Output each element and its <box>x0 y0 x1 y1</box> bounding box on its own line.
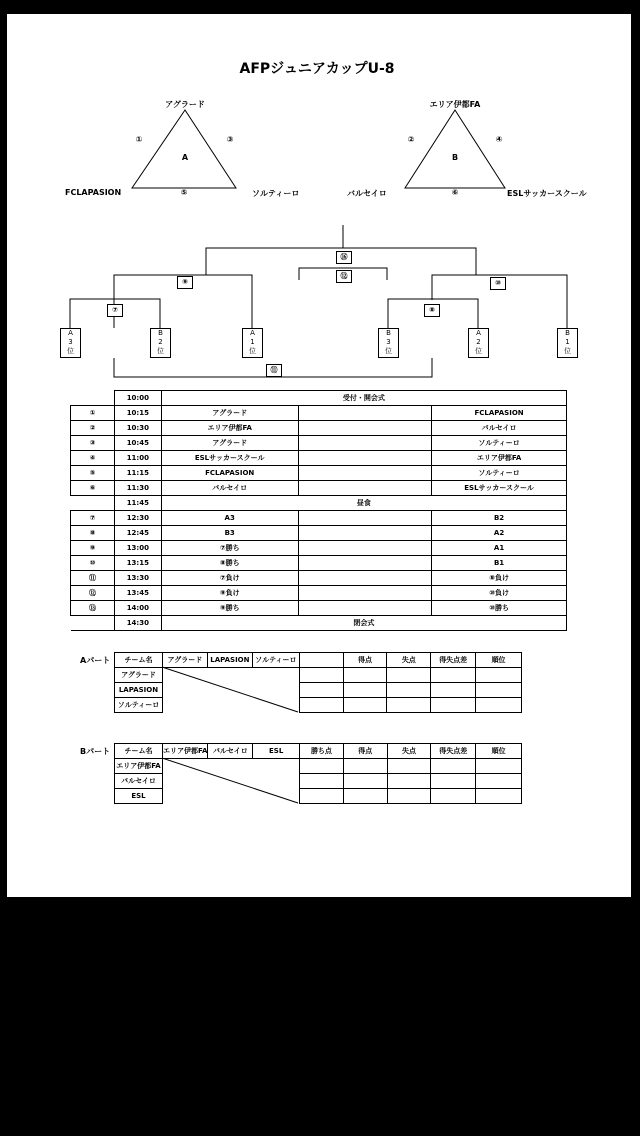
match-number <box>71 616 115 631</box>
home-team: B3 <box>161 526 298 541</box>
result-cell <box>431 759 476 774</box>
match-time: 10:00 <box>114 391 161 406</box>
seed-suffix: 位 <box>249 347 256 355</box>
score-cell <box>298 436 432 451</box>
schedule-row <box>71 541 567 556</box>
away-team: バルセイロ <box>432 421 567 436</box>
away-team: A1 <box>432 541 567 556</box>
team-name: ESL <box>115 789 163 804</box>
seed-slot <box>242 328 263 358</box>
match-time: 13:45 <box>114 586 161 601</box>
seed-rank: 1 <box>250 338 255 346</box>
standings-header: バルセイロ <box>208 744 253 759</box>
result-cell <box>252 683 299 698</box>
result-cell <box>300 774 344 789</box>
standings-row <box>115 683 522 698</box>
home-team: バルセイロ <box>161 481 298 496</box>
match-number: ⑪ <box>71 571 115 586</box>
bracket-qf-left-box: ⑦ <box>107 304 123 317</box>
seed-group: B <box>158 329 163 337</box>
seed-suffix: 位 <box>157 347 164 355</box>
seed-slot <box>468 328 489 358</box>
schedule-row <box>71 586 567 601</box>
schedule-row <box>71 511 567 526</box>
group-b-top-team: エリア伊都FA <box>429 100 481 109</box>
schedule-row <box>71 466 567 481</box>
group-b-edge-left: ② <box>407 135 415 144</box>
standings-header: 得点 <box>343 653 387 668</box>
schedule-event: 昼食 <box>161 496 566 511</box>
away-team: ⑩勝ち <box>432 601 567 616</box>
group-b-left-team: バルセイロ <box>347 189 387 198</box>
match-number: ② <box>71 421 115 436</box>
standings-header: 順位 <box>476 744 522 759</box>
group-a-edge-bottom: ⑤ <box>180 188 188 197</box>
bracket-qf-right-box: ⑧ <box>424 304 440 317</box>
result-cell <box>162 774 207 789</box>
result-cell <box>162 759 207 774</box>
score-cell <box>298 421 432 436</box>
match-time: 11:45 <box>114 496 161 511</box>
match-number: ① <box>71 406 115 421</box>
team-name: LAPASION <box>115 683 163 698</box>
standings-header: 得点 <box>343 744 387 759</box>
result-cell <box>343 759 387 774</box>
seed-slot <box>557 328 578 358</box>
result-cell <box>207 698 252 713</box>
standings-header-row <box>115 653 522 668</box>
schedule-row <box>71 526 567 541</box>
schedule-row <box>71 571 567 586</box>
result-cell <box>252 698 299 713</box>
schedule-row <box>71 601 567 616</box>
result-cell <box>162 683 207 698</box>
group-b-triangle <box>405 110 505 188</box>
match-number: ⑦ <box>71 511 115 526</box>
standings-row <box>115 668 522 683</box>
team-name: エリア伊都FA <box>115 759 163 774</box>
schedule-row <box>71 556 567 571</box>
seed-suffix: 位 <box>67 347 74 355</box>
result-cell <box>207 683 252 698</box>
match-number: ⑨ <box>71 541 115 556</box>
group-b-edge-right: ④ <box>495 135 503 144</box>
match-number <box>71 496 115 511</box>
away-team: ⑩負け <box>432 586 567 601</box>
seed-rank: 1 <box>565 338 570 346</box>
seed-suffix: 位 <box>475 347 482 355</box>
result-cell <box>387 759 431 774</box>
standings-b-label: Bパート <box>80 747 111 756</box>
schedule-row <box>71 391 567 406</box>
seed-group: B <box>565 329 570 337</box>
match-time: 11:00 <box>114 451 161 466</box>
match-time: 13:00 <box>114 541 161 556</box>
away-team: A2 <box>432 526 567 541</box>
seed-group: A <box>250 329 255 337</box>
home-team: FCLAPASION <box>161 466 298 481</box>
result-cell <box>431 789 476 804</box>
result-cell <box>343 789 387 804</box>
schedule-row <box>71 436 567 451</box>
away-team: FCLAPASION <box>432 406 567 421</box>
schedule-table <box>70 390 567 631</box>
result-cell <box>208 774 253 789</box>
score-cell <box>298 601 432 616</box>
home-team: ⑧勝ち <box>161 556 298 571</box>
home-team: アグラード <box>161 406 298 421</box>
match-time: 14:00 <box>114 601 161 616</box>
group-a-letter: A <box>181 153 189 162</box>
standings-header: エリア伊都FA <box>162 744 207 759</box>
score-cell <box>298 511 432 526</box>
result-cell <box>476 789 522 804</box>
result-cell <box>300 759 344 774</box>
seed-slot <box>150 328 171 358</box>
bracket-lines <box>70 225 567 377</box>
seed-group: A <box>68 329 73 337</box>
match-time: 13:15 <box>114 556 161 571</box>
result-cell <box>162 698 207 713</box>
away-team: B1 <box>432 556 567 571</box>
match-number: ⑤ <box>71 466 115 481</box>
bracket-semi-right-box: ⑩ <box>490 277 506 290</box>
home-team: ⑦勝ち <box>161 541 298 556</box>
home-team: ESLサッカースクール <box>161 451 298 466</box>
result-cell <box>299 683 343 698</box>
schedule-event: 閉会式 <box>161 616 566 631</box>
seed-rank: 2 <box>476 338 481 346</box>
result-cell <box>431 774 476 789</box>
result-cell <box>300 789 344 804</box>
group-a-edge-right: ③ <box>226 135 234 144</box>
team-name: ソルティーロ <box>115 698 163 713</box>
score-cell <box>298 556 432 571</box>
seed-group: A <box>476 329 481 337</box>
score-cell <box>298 481 432 496</box>
seed-rank: 3 <box>68 338 73 346</box>
result-cell <box>387 698 431 713</box>
result-cell <box>387 683 431 698</box>
score-cell <box>298 526 432 541</box>
result-cell <box>431 668 476 683</box>
result-cell <box>476 683 522 698</box>
result-cell <box>476 774 522 789</box>
result-cell <box>343 668 387 683</box>
standings-header <box>299 653 343 668</box>
result-cell <box>253 774 300 789</box>
result-cell <box>162 789 207 804</box>
away-team: ソルティーロ <box>432 466 567 481</box>
bracket-semi-left-box: ⑨ <box>177 276 193 289</box>
match-time: 10:15 <box>114 406 161 421</box>
group-a-triangle <box>132 110 236 188</box>
home-team: A3 <box>161 511 298 526</box>
score-cell <box>298 541 432 556</box>
group-b-letter: B <box>451 153 459 162</box>
seed-rank: 3 <box>386 338 391 346</box>
standings-header: 得失点差 <box>431 653 476 668</box>
match-time: 11:30 <box>114 481 161 496</box>
result-cell <box>252 668 299 683</box>
match-time: 11:15 <box>114 466 161 481</box>
bracket-bottom-box: ⑪ <box>266 364 282 377</box>
group-b-right-team: ESLサッカースクール <box>507 189 587 198</box>
schedule-row <box>71 496 567 511</box>
match-number: ④ <box>71 451 115 466</box>
standings-row <box>115 789 522 804</box>
standings-header: チーム名 <box>115 744 163 759</box>
standings-a-label: Aパート <box>80 656 111 665</box>
standings-header: 失点 <box>387 653 431 668</box>
score-cell <box>298 586 432 601</box>
result-cell <box>208 789 253 804</box>
standings-header: 得失点差 <box>431 744 476 759</box>
match-time: 12:45 <box>114 526 161 541</box>
standings-header: 勝ち点 <box>300 744 344 759</box>
result-cell <box>253 759 300 774</box>
away-team: B2 <box>432 511 567 526</box>
result-cell <box>387 774 431 789</box>
away-team: ⑧負け <box>432 571 567 586</box>
page-title: AFPジュニアカップU-8 <box>239 61 395 77</box>
bracket-final-box: ⑯ <box>336 251 352 264</box>
team-name: バルセイロ <box>115 774 163 789</box>
home-team: ⑨負け <box>161 586 298 601</box>
result-cell <box>208 759 253 774</box>
standings-header: 失点 <box>387 744 431 759</box>
team-name: アグラード <box>115 668 163 683</box>
result-cell <box>162 668 207 683</box>
home-team: エリア伊都FA <box>161 421 298 436</box>
match-number: ⑧ <box>71 526 115 541</box>
result-cell <box>299 698 343 713</box>
match-number: ③ <box>71 436 115 451</box>
group-a-top-team: アグラード <box>165 100 205 109</box>
score-cell <box>298 451 432 466</box>
standings-row <box>115 698 522 713</box>
result-cell <box>343 698 387 713</box>
score-cell <box>298 406 432 421</box>
match-number: ⑫ <box>71 586 115 601</box>
result-cell <box>431 698 476 713</box>
score-cell <box>298 466 432 481</box>
standings-header: 順位 <box>476 653 522 668</box>
schedule-row <box>71 421 567 436</box>
seed-rank: 2 <box>158 338 163 346</box>
standings-header: ソルティーロ <box>252 653 299 668</box>
group-a-edge-left: ① <box>135 135 143 144</box>
match-time: 10:45 <box>114 436 161 451</box>
schedule-row <box>71 616 567 631</box>
standings-row <box>115 774 522 789</box>
standings-header: ESL <box>253 744 300 759</box>
group-a-left-team: FCLAPASION <box>65 188 122 197</box>
standings-row <box>115 759 522 774</box>
seed-slot <box>60 328 81 358</box>
standings-header: アグラード <box>162 653 207 668</box>
result-cell <box>476 668 522 683</box>
away-team: エリア伊都FA <box>432 451 567 466</box>
home-team: アグラード <box>161 436 298 451</box>
match-time: 12:30 <box>114 511 161 526</box>
schedule-row <box>71 481 567 496</box>
group-a-right-team: ソルティーロ <box>252 189 300 198</box>
match-number <box>71 391 115 406</box>
match-time: 14:30 <box>114 616 161 631</box>
result-cell <box>343 774 387 789</box>
match-number: ⑩ <box>71 556 115 571</box>
home-team: ⑨勝ち <box>161 601 298 616</box>
score-cell <box>298 571 432 586</box>
match-time: 13:30 <box>114 571 161 586</box>
result-cell <box>207 668 252 683</box>
schedule-row <box>71 451 567 466</box>
schedule-event: 受付・開会式 <box>161 391 566 406</box>
away-team: ソルティーロ <box>432 436 567 451</box>
standings-header: LAPASION <box>207 653 252 668</box>
standings-b-table <box>114 743 522 804</box>
result-cell <box>299 668 343 683</box>
schedule-row <box>71 406 567 421</box>
standings-header: チーム名 <box>115 653 163 668</box>
group-b-edge-bottom: ⑥ <box>451 188 459 197</box>
result-cell <box>387 789 431 804</box>
match-number: ⑬ <box>71 601 115 616</box>
result-cell <box>476 759 522 774</box>
seed-group: B <box>386 329 391 337</box>
standings-header-row <box>115 744 522 759</box>
home-team: ⑦負け <box>161 571 298 586</box>
away-team: ESLサッカースクール <box>432 481 567 496</box>
seed-slot <box>378 328 399 358</box>
match-number: ⑥ <box>71 481 115 496</box>
result-cell <box>476 698 522 713</box>
seed-suffix: 位 <box>385 347 392 355</box>
standings-a-table <box>114 652 522 713</box>
result-cell <box>431 683 476 698</box>
result-cell <box>387 668 431 683</box>
bracket-third-box: ⑫ <box>336 270 352 283</box>
result-cell <box>253 789 300 804</box>
match-time: 10:30 <box>114 421 161 436</box>
result-cell <box>343 683 387 698</box>
seed-suffix: 位 <box>564 347 571 355</box>
